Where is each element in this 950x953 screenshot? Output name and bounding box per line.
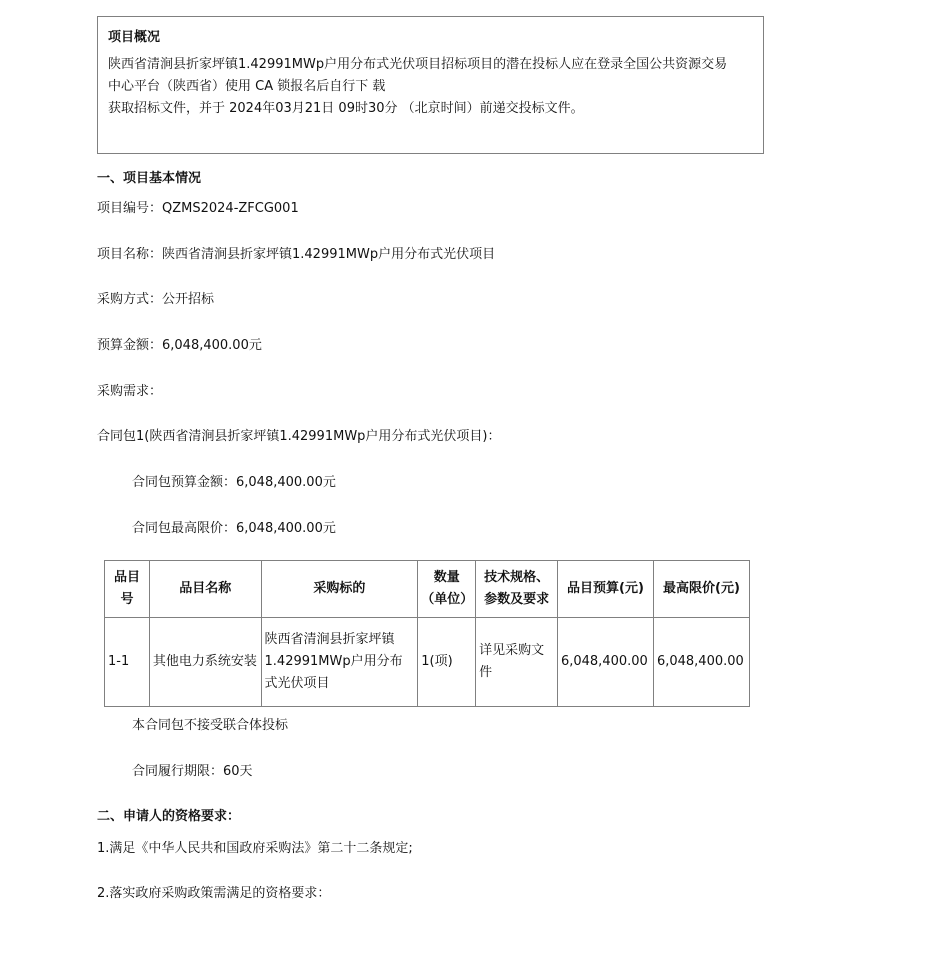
section1-heading: 一、项目基本情况: [97, 171, 202, 186]
header-quantity: 数量（单位）: [418, 561, 476, 618]
cell-quantity: 1(项): [418, 618, 476, 707]
overview-line-2: 中心平台（陕西省）使用 CA 锁报名后自行下 载: [108, 79, 386, 94]
header-item-no: 品目号: [105, 561, 150, 618]
table-header-row: [105, 561, 750, 618]
cell-subject: 陕西省清涧县折家坪镇1.42991MWp户用分布式光伏项目: [261, 618, 418, 707]
overview-title: 项目概况: [108, 30, 161, 45]
overview-line-1: 陕西省清涧县折家坪镇1.42991MWp户用分布式光伏项目招标项目的潜在投标人应在登录全国公共资源交易: [108, 57, 728, 72]
procurement-demand: 采购需求：: [97, 384, 163, 399]
table-row: [105, 618, 750, 707]
qualification-item-1: 1.满足《中华人民共和国政府采购法》第二十二条规定;: [97, 841, 413, 856]
header-max-price: 最高限价(元): [653, 561, 749, 618]
package-max-price: 合同包最高限价：6,048,400.00元: [132, 521, 336, 536]
cell-specs: 详见采购文件: [476, 618, 558, 707]
no-consortium-note: 本合同包不接受联合体投标: [132, 718, 289, 733]
project-name: 项目名称：陕西省清涧县折家坪镇1.42991MWp户用分布式光伏项目: [97, 247, 496, 262]
items-table: [104, 560, 750, 707]
cell-max-price: 6,048,400.00: [653, 618, 749, 707]
package-budget: 合同包预算金额：6,048,400.00元: [132, 475, 336, 490]
contract-package: 合同包1(陕西省清涧县折家坪镇1.42991MWp户用分布式光伏项目)：: [97, 429, 501, 444]
qualification-item-2: 2.落实政府采购政策需满足的资格要求：: [97, 886, 331, 901]
cell-item-no: 1-1: [105, 618, 150, 707]
header-item-name: 品目名称: [149, 561, 261, 618]
project-number: 项目编号：QZMS2024-ZFCG001: [97, 201, 299, 216]
project-overview-box: [97, 16, 764, 154]
cell-item-budget: 6,048,400.00: [557, 618, 653, 707]
header-specs: 技术规格、参数及要求: [476, 561, 558, 618]
header-item-budget: 品目预算(元): [557, 561, 653, 618]
procurement-method: 采购方式：公开招标: [97, 292, 215, 307]
overview-line-3: 获取招标文件，并于 2024年03月21日 09时30分 （北京时间）前递交投标文件。: [108, 101, 584, 116]
cell-item-name: 其他电力系统安装: [149, 618, 261, 707]
budget-amount: 预算金额：6,048,400.00元: [97, 338, 262, 353]
header-subject: 采购标的: [261, 561, 418, 618]
contract-period: 合同履行期限：60天: [132, 764, 253, 779]
section2-heading: 二、申请人的资格要求：: [97, 809, 241, 824]
